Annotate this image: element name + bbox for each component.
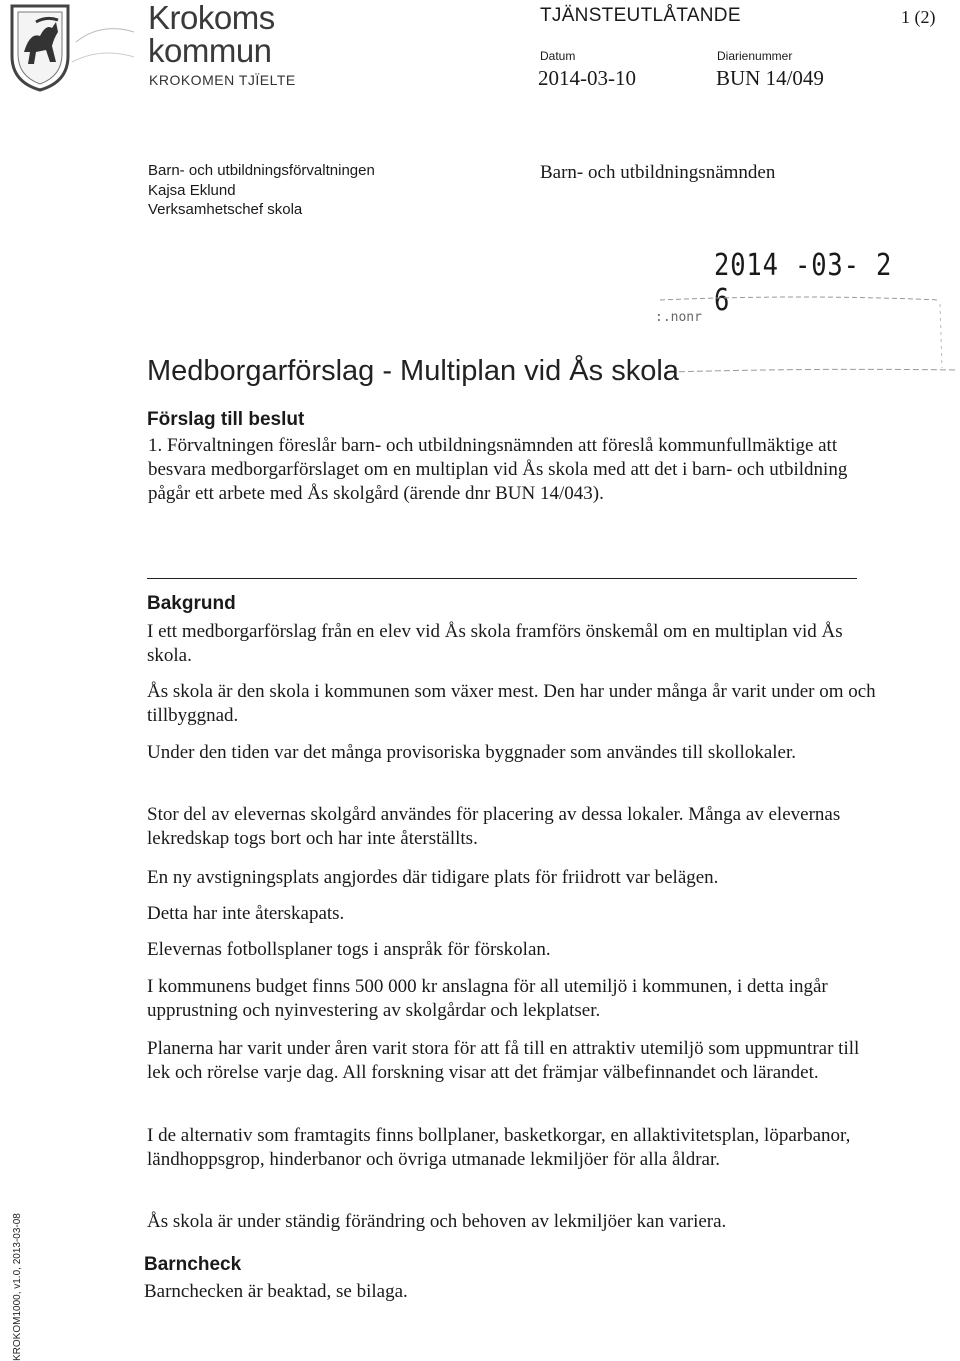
- background-paragraph: I ett medborgarförslag från en elev vid Ås skola framförs önskemål om en multiplan vid Ås skola.: [147, 621, 843, 666]
- child-check-text: Barnchecken är beaktad, se bilaga.: [144, 1281, 408, 1302]
- date-label: Datum: [540, 49, 576, 63]
- background-paragraph: Under den tiden var det många provisoriska byggnader som användes till skollokaler.: [147, 742, 797, 763]
- sender-organization: Barn- och utbildningsförvaltningen: [148, 162, 375, 179]
- document-type: TJÄNSTEUTLÅTANDE: [540, 5, 741, 26]
- section-divider: [147, 578, 857, 579]
- diary-number-label: Diarienummer: [717, 49, 793, 63]
- proposal-text: 1. Förvaltningen föreslår barn- och utbildningsnämnden att föreslå kommunfullmäktige att besvara medborgarförslaget om en multiplan vid Ås skola med att det i barn- och utbildning pågår ett arbete med Ås skolgård (ärende dnr BUN 14/043).: [148, 435, 848, 504]
- background-paragraph: Elevernas fotbollsplaner togs i anspråk för förskolan.: [147, 939, 551, 960]
- background-paragraph: Detta har inte återskapats.: [147, 903, 345, 924]
- page-number: 1 (2): [901, 7, 936, 27]
- received-stamp-text: :.nonr: [655, 310, 702, 325]
- municipality-name-line1: Krokoms: [148, 0, 275, 36]
- received-stamp-date: 2014 -03- 2 6: [714, 248, 893, 318]
- municipality-subtitle: KROKOMEN TJÏELTE: [149, 72, 296, 88]
- diary-number-value: BUN 14/049: [716, 66, 824, 90]
- date-value: 2014-03-10: [538, 66, 636, 90]
- background-paragraph: Ås skola är den skola i kommunen som växer mest. Den har under många år varit under om och tillbyggnad.: [147, 681, 876, 726]
- template-version-code: KROKOM1000, v1.0, 2013-03-08: [12, 1213, 23, 1361]
- background-paragraph: Stor del av elevernas skolgård användes för placering av dessa lokaler. Många av elevernas lekredskap togs bort och har inte återställts.: [147, 804, 841, 849]
- document-title: Medborgarförslag - Multiplan vid Ås skola: [147, 355, 679, 387]
- background-paragraph: Planerna har varit under åren varit stora för att få till en attraktiv utemiljö som uppmuntrar till lek och rörelse varje dag. All forskning visar att det främjar välbefinnandet och lärandet.: [147, 1038, 860, 1083]
- background-paragraph: En ny avstigningsplats angjordes där tidigare plats för friidrott var belägen.: [147, 867, 719, 888]
- municipality-coat-of-arms-icon: [6, 2, 136, 92]
- child-check-heading: Barncheck: [144, 1254, 242, 1275]
- background-heading: Bakgrund: [147, 593, 236, 614]
- proposal-heading: Förslag till beslut: [147, 409, 305, 430]
- background-paragraph: I de alternativ som framtagits finns bollplaner, basketkorgar, en allaktivitetsplan, löparbanor, ländhoppsgrop, hinderbanor och övriga utmanade lekmiljöer för alla åldrar.: [147, 1125, 851, 1170]
- sender-name: Kajsa Eklund: [148, 182, 236, 199]
- municipality-name-line2: kommun: [148, 32, 272, 69]
- received-stamp-frame: [640, 290, 960, 390]
- background-paragraph: I kommunens budget finns 500 000 kr anslagna för all utemiljö i kommunen, i detta ingår upprustning och nyinvestering av skolgårdar och lekplatser.: [147, 976, 828, 1021]
- background-paragraph: Ås skola är under ständig förändring och behoven av lekmiljöer kan variera.: [147, 1211, 727, 1232]
- sender-title: Verksamhetschef skola: [148, 201, 303, 218]
- recipient: Barn- och utbildningsnämnden: [540, 162, 776, 183]
